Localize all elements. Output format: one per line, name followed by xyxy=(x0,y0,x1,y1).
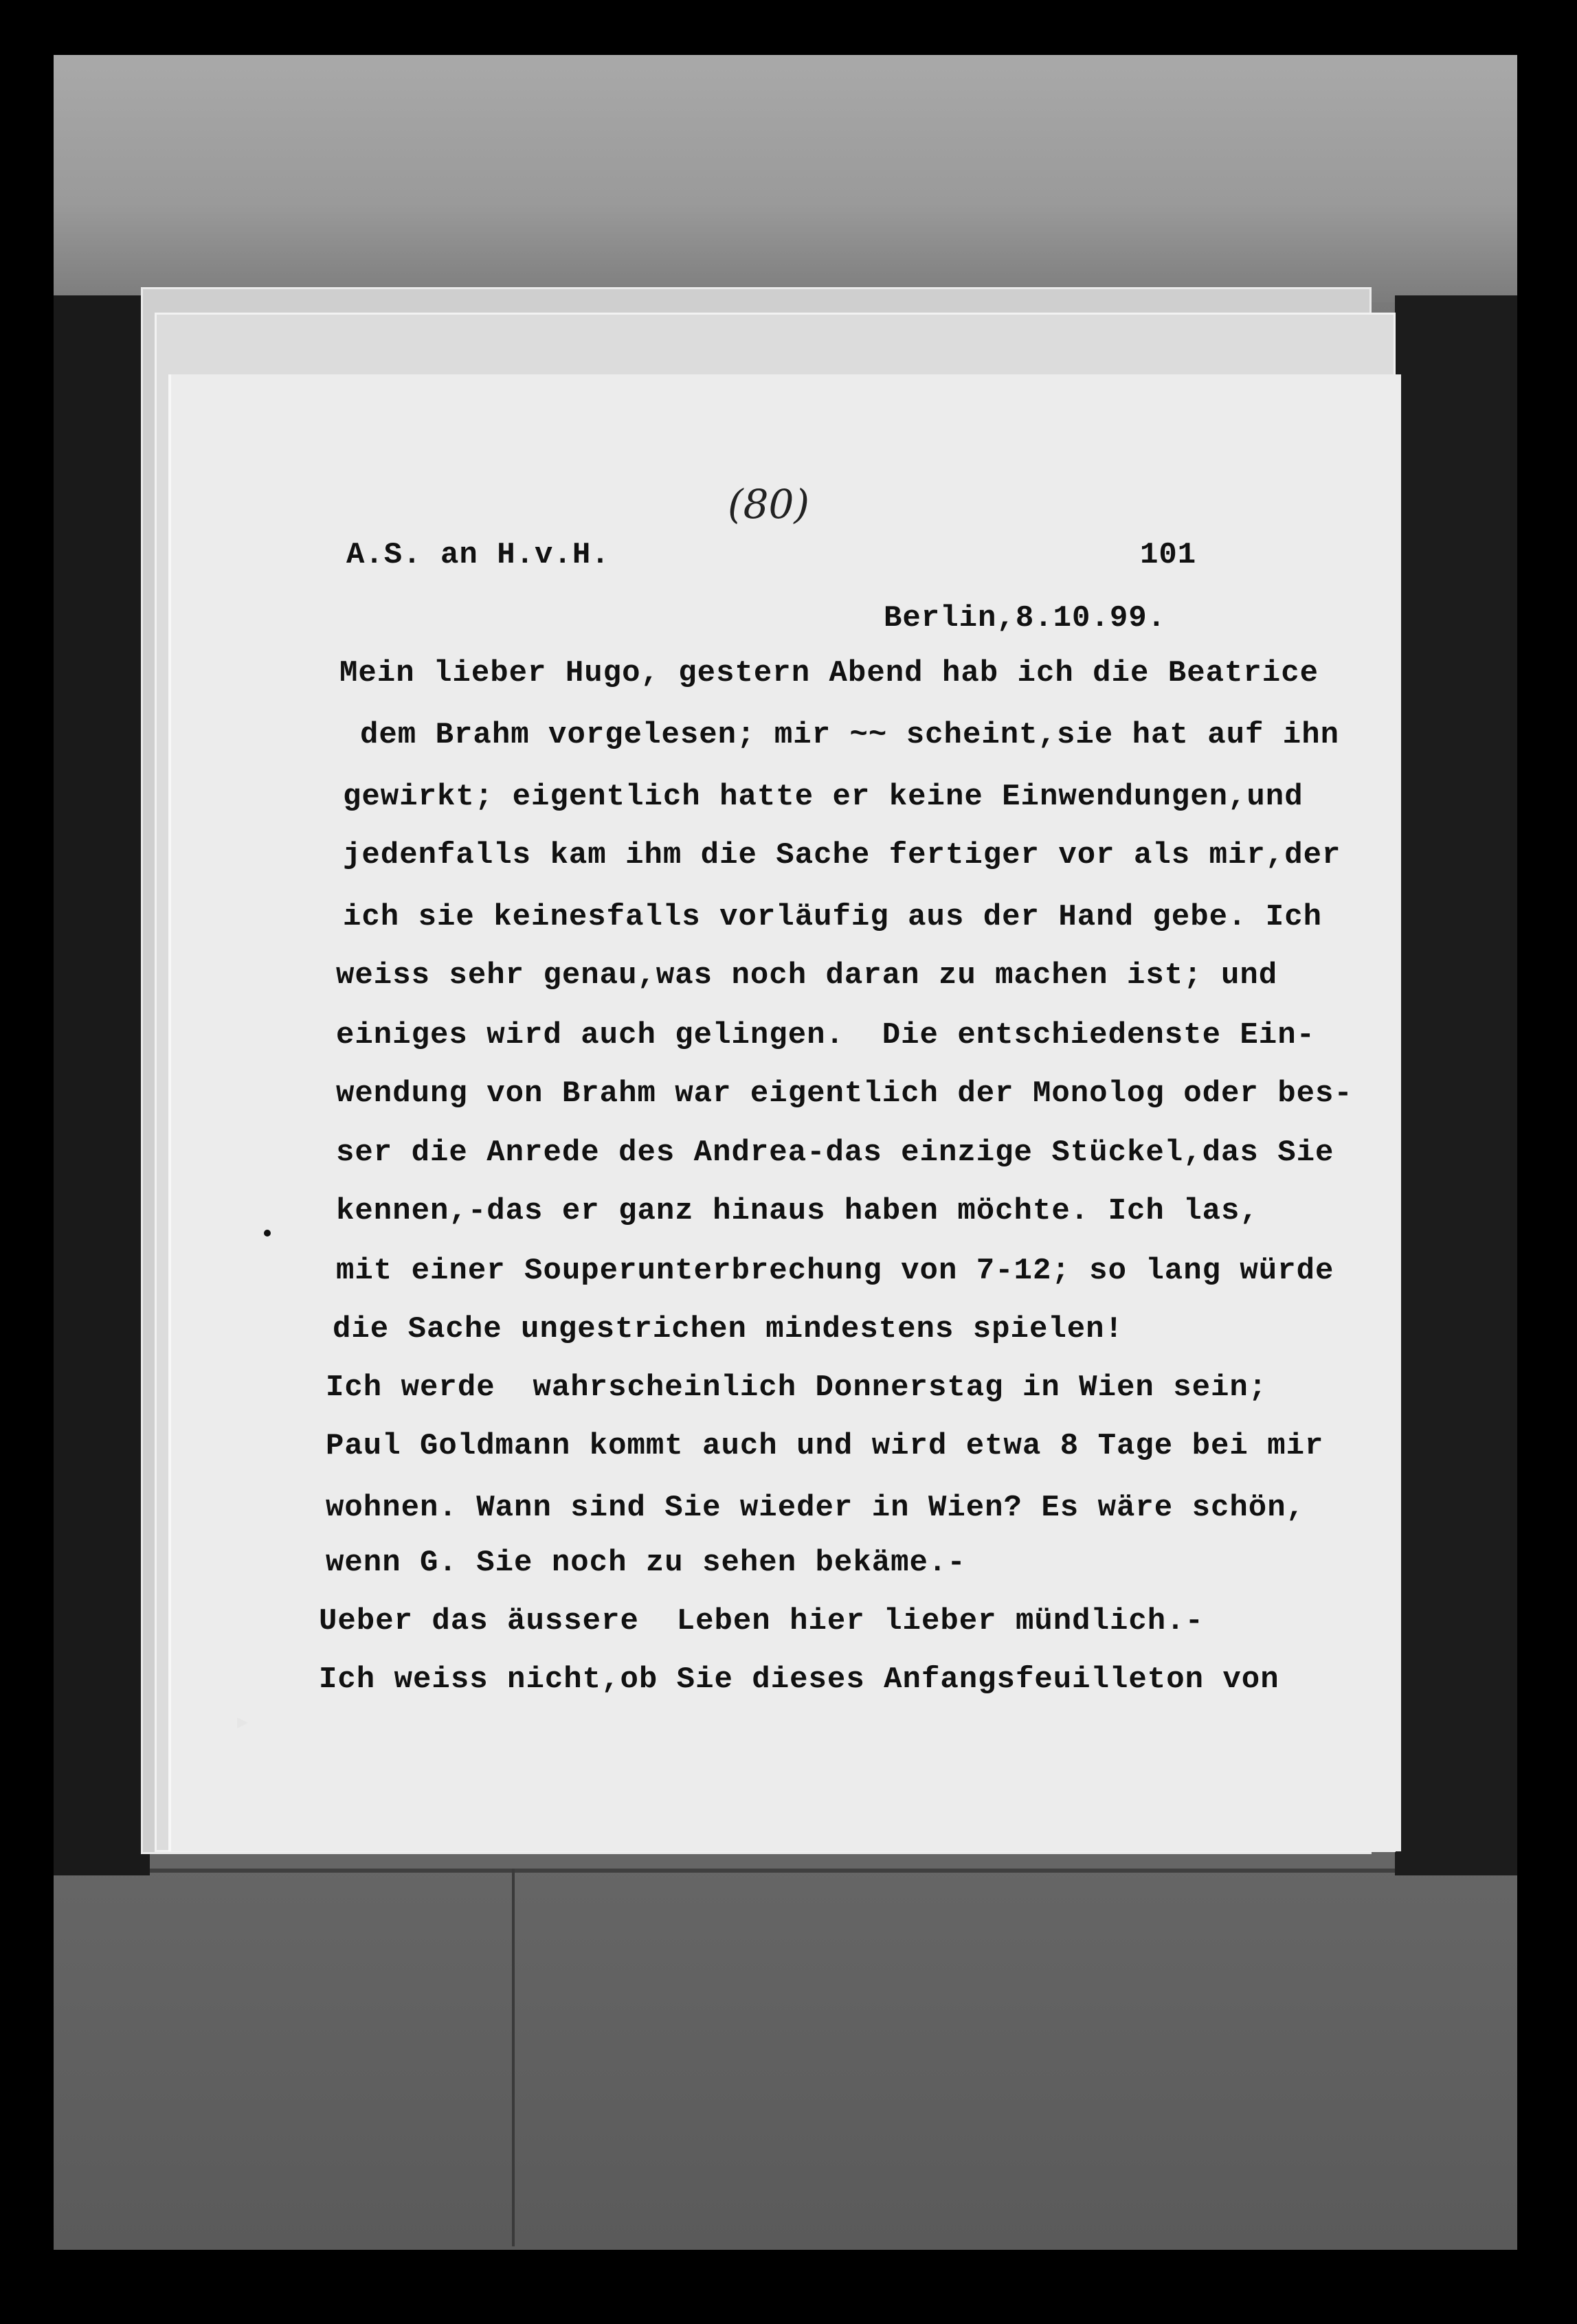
text-line: Mein lieber Hugo, gestern Abend hab ich die Beatrice xyxy=(339,656,1319,690)
fold-line-horizontal xyxy=(54,1869,1517,1873)
letter-header-addressee: A.S. an H.v.H. xyxy=(346,538,610,572)
text-line: Ich weiss nicht,ob Sie dieses Anfangsfeuilleton von xyxy=(319,1662,1279,1697)
text-line: Ich werde wahrscheinlich Donnerstag in Wien sein; xyxy=(326,1370,1268,1405)
place-and-date: Berlin,8.10.99. xyxy=(884,601,1167,635)
text-line: mit einer Souperunterbrechung von 7-12; so lang würde xyxy=(336,1254,1334,1288)
text-line: dem Brahm vorgelesen; mir ~~ scheint,sie hat auf ihn xyxy=(360,718,1340,752)
text-line: gewirkt; eigentlich hatte er keine Einwendungen,und xyxy=(343,780,1304,814)
margin-mark xyxy=(237,1717,248,1728)
text-line: einiges wird auch gelingen. Die entschiedenste Ein- xyxy=(336,1018,1316,1052)
text-line: ser die Anrede des Andrea-das einzige Stückel,das Sie xyxy=(336,1136,1334,1170)
text-line: wohnen. Wann sind Sie wieder in Wien? Es wäre schön, xyxy=(326,1491,1306,1525)
text-line: ich sie keinesfalls vorläufig aus der Hand gebe. Ich xyxy=(343,900,1323,934)
shadow-left xyxy=(54,295,150,1875)
text-line: Paul Goldmann kommt auch und wird etwa 8 Tage bei mir xyxy=(326,1429,1324,1463)
handwritten-folio-number: (80) xyxy=(728,481,810,528)
page-number: 101 xyxy=(1140,538,1197,572)
fold-line-vertical xyxy=(512,1869,515,2246)
text-line: kennen,-das er ganz hinaus haben möchte. Ich las, xyxy=(336,1194,1259,1228)
text-line: Ueber das äussere Leben hier lieber mündlich.- xyxy=(319,1604,1205,1638)
backing-sheet-top xyxy=(54,55,1517,302)
margin-speck xyxy=(264,1230,271,1237)
shadow-right xyxy=(1395,295,1517,1875)
text-line: wendung von Brahm war eigentlich der Monolog oder bes- xyxy=(336,1076,1353,1111)
text-line: jedenfalls kam ihm die Sache fertiger vor als mir,der xyxy=(343,838,1341,872)
text-line: die Sache ungestrichen mindestens spielen! xyxy=(333,1312,1123,1346)
text-line: weiss sehr genau,was noch daran zu machen ist; und xyxy=(336,958,1278,993)
text-line: wenn G. Sie noch zu sehen bekäme.- xyxy=(326,1546,966,1580)
letter-page xyxy=(168,374,1401,1851)
